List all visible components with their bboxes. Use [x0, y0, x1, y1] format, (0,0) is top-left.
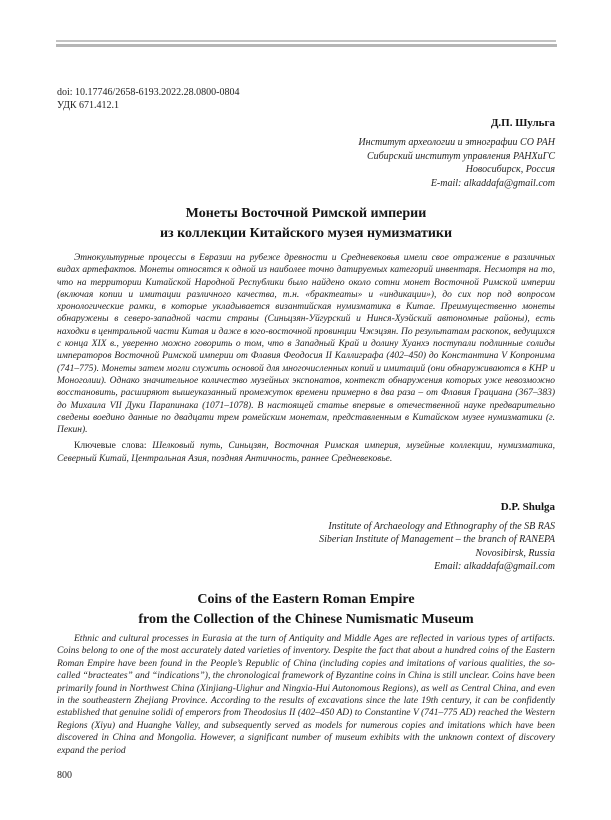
- page-number: 800: [57, 770, 72, 781]
- russian-affiliation-line: Институт археологии и этнографии СО РАН: [358, 137, 555, 148]
- russian-title-line-2: из коллекции Китайского музея нумизматики: [159, 226, 453, 241]
- english-article-title: [57, 590, 555, 630]
- russian-affiliation-line: Новосибирск, Россия: [465, 164, 555, 175]
- english-abstract-block: [57, 633, 555, 757]
- udc-line: УДК 671.412.1: [57, 99, 120, 111]
- russian-article-title: [57, 204, 555, 244]
- english-email-line: Email: alkaddafa@gmail.com: [434, 560, 555, 572]
- english-author-block: [57, 501, 555, 573]
- english-title-line-1: Coins of the Eastern Roman Empire: [197, 592, 415, 607]
- russian-abstract-text: Этнокультурные процессы в Евразии на рубеже древности и Средневековья имели свое отражение в различных видах артефактов. Монеты относятся к одной из наиболее точно датируемых категорий инвентаря. Несмотря на то, что на территории Китайской Народной Республики было найдено около сотни монет Восточной Римской империи (включая копии и имитации различного качества, т.н. «брактеаты» и «индикации»), до сих пор под вопросом хронологические рамки, в которые укладывается византийская нумизматика в Китае. Преимущественно монеты обнаружены в северо-западной части страны (Синьцзян-Уйгурский и Нинся-Хуэйский автономные районы), есть находки в центральной части Китая и даже в юго-восточной провинции Чжэцзян. По результатам раскопок, ведущихся с конца XIX в., уверенно можно говорить о том, что в Западный Край и долину Хуанхэ поступали подлинные солиды императоров Восточной Римской империи от Флавия Феодосия II Каллиграфа (402–450) до Константина V Копронима (741–775). Монеты затем могли служить основой для многочисленных копий и имитаций (они обнаруживаются в КНР и Моноголии). Однако значительное количество музейных экспонатов, контекст обнаружения которых уже невозможно восстановить, расширяют вышеуказанный промежуток времени примерно в два раза – от Флавия Грациана (367–383) до Михаила VII Дуки Парапинака (1071–1078). В настоящей статье впервые в отечественной науке предварительно сведены воедино данные по двадцати трем ромейским монетам, представленным в Китайском музее нумизматики (г. Пекин).: [57, 253, 555, 436]
- doi-line: doi: 10.17746/2658-6193.2022.28.0800-0804: [57, 87, 240, 98]
- english-author-name: D.P. Shulga: [500, 501, 555, 513]
- english-affiliation-line: Siberian Institute of Management – the branch of RANEPA: [319, 534, 555, 546]
- russian-author-block: [57, 117, 555, 190]
- english-affiliation-line: Novosibirsk, Russia: [475, 547, 555, 559]
- russian-keywords-text: Шелковый путь, Синьцзян, Восточная Римская империя, музейные коллекции, нумизматика, Северный Китай, Центральная Азия, поздняя Античность, раннее Средневековье.: [57, 441, 555, 464]
- russian-abstract-block: [57, 252, 555, 465]
- doi-udc-block: [57, 87, 457, 112]
- russian-author-name: Д.П. Шульга: [490, 117, 555, 129]
- russian-keywords-label: Ключевые слова:: [74, 441, 147, 452]
- english-title-line-2: from the Collection of the Chinese Numismatic Museum: [138, 612, 474, 627]
- header-rule-bottom: [56, 44, 557, 47]
- russian-email-line: E-mail: alkaddafa@gmail.com: [430, 177, 555, 189]
- header-rule-top: [56, 40, 556, 42]
- russian-title-line-1: Монеты Восточной Римской империи: [185, 206, 427, 221]
- english-abstract-text: Ethnic and cultural processes in Eurasia at the turn of Antiquity and Middle Ages are reflected in various types of artifacts. Coins belong to one of the most accurately dated varieties of inventory. Despite the fact that about a hundred coins of the Eastern Roman Empire have been found in the People’s Republic of China (including copies and imitations of various qualities, the so-called “bracteates” and “indications”), the chronological framework of Byzantine coins in China is still unclear. Coins have been primarily found in Northwest China (Xinjiang-Uighur and Ningxia-Hui Autonomous Regions), as well as Central China, and even in the southeastern Zhejiang Province. According to the results of excavations since the late 19th century, it can be confidently established that genuine solidi of emperors from Theodosius II (402–450 AD) to Constantine V (741–775 AD) reached the Western Regions (Xiyu) and Huanghe Valley, and subsequently served as models for numerous copies and imitations which have been discovered in China and Mongolia. However, a significant number of museum exhibits with the unknown context of discovery expand the period: [57, 634, 555, 756]
- russian-affiliation-line: Сибирский институт управления РАНХиГС: [366, 150, 555, 162]
- english-affiliation-line: Institute of Archaeology and Ethnography of the SB RAS: [328, 521, 555, 532]
- russian-keywords: [57, 440, 555, 465]
